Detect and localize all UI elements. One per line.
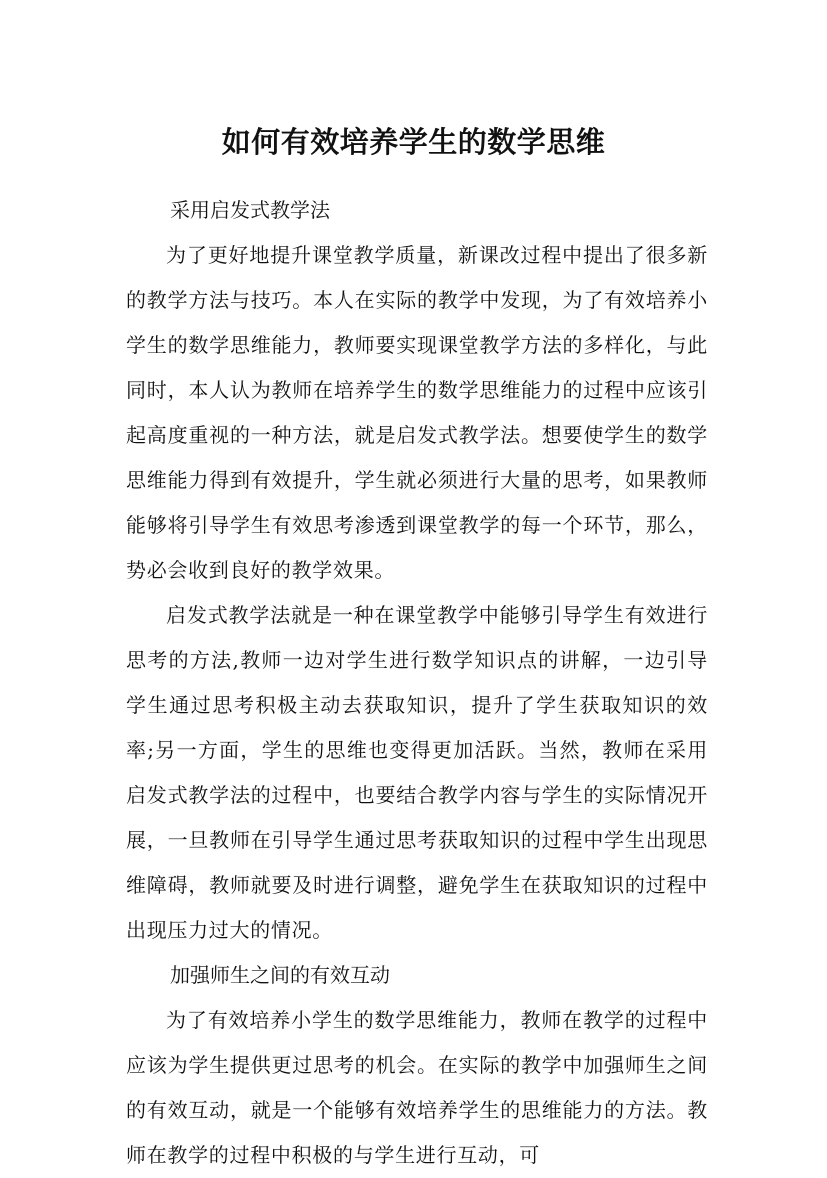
document-title: 如何有效培养学生的数学思维 [221,125,606,160]
body-paragraph: 为了有效培养小学生的数学思维能力，教师在教学的过程中应该为学生提供更过思考的机会。在实际的教学中加强师生之间的有效互动，就是一个能够有效培养学生的思维能力的方法。教师在教学的过程中积极的与学生进行互动，可 [126,1008,708,1167]
document-body [126,188,708,1178]
body-paragraph: 为了更好地提升课堂教学质量，新课改过程中提出了很多新的教学方法与技巧。本人在实际的教学中发现，为了有效培养小学生的数学思维能力，教师要实现课堂教学方法的多样化，与此同时，本人认为教师在培养学生的数学思维能力的过程中应该引起高度重视的一种方法，就是启发式教学法。想要使学生的数学思维能力得到有效提升，学生就必须进行大量的思考，如果教师能够将引导学生有效思考渗透到课堂教学的每一个环节，那么，势必会收到良好的教学效果。 [126,243,708,582]
section-heading: 采用启发式教学法 [170,198,330,222]
body-paragraph: 启发式教学法就是一种在课堂教学中能够引导学生有效进行思考的方法,教师一边对学生进行数学知识点的讲解，一边引导学生通过思考积极主动去获取知识，提升了学生获取知识的效率;另一方面，学生的思维也变得更加活跃。当然，教师在采用启发式教学法的过程中，也要结合教学内容与学生的实际情况开展，一旦教师在引导学生通过思考获取知识的过程中学生出现思维障碍，教师就要及时进行调整，避免学生在获取知识的过程中出现压力过大的情况。 [126,603,708,942]
section-heading: 加强师生之间的有效互动 [170,963,390,987]
